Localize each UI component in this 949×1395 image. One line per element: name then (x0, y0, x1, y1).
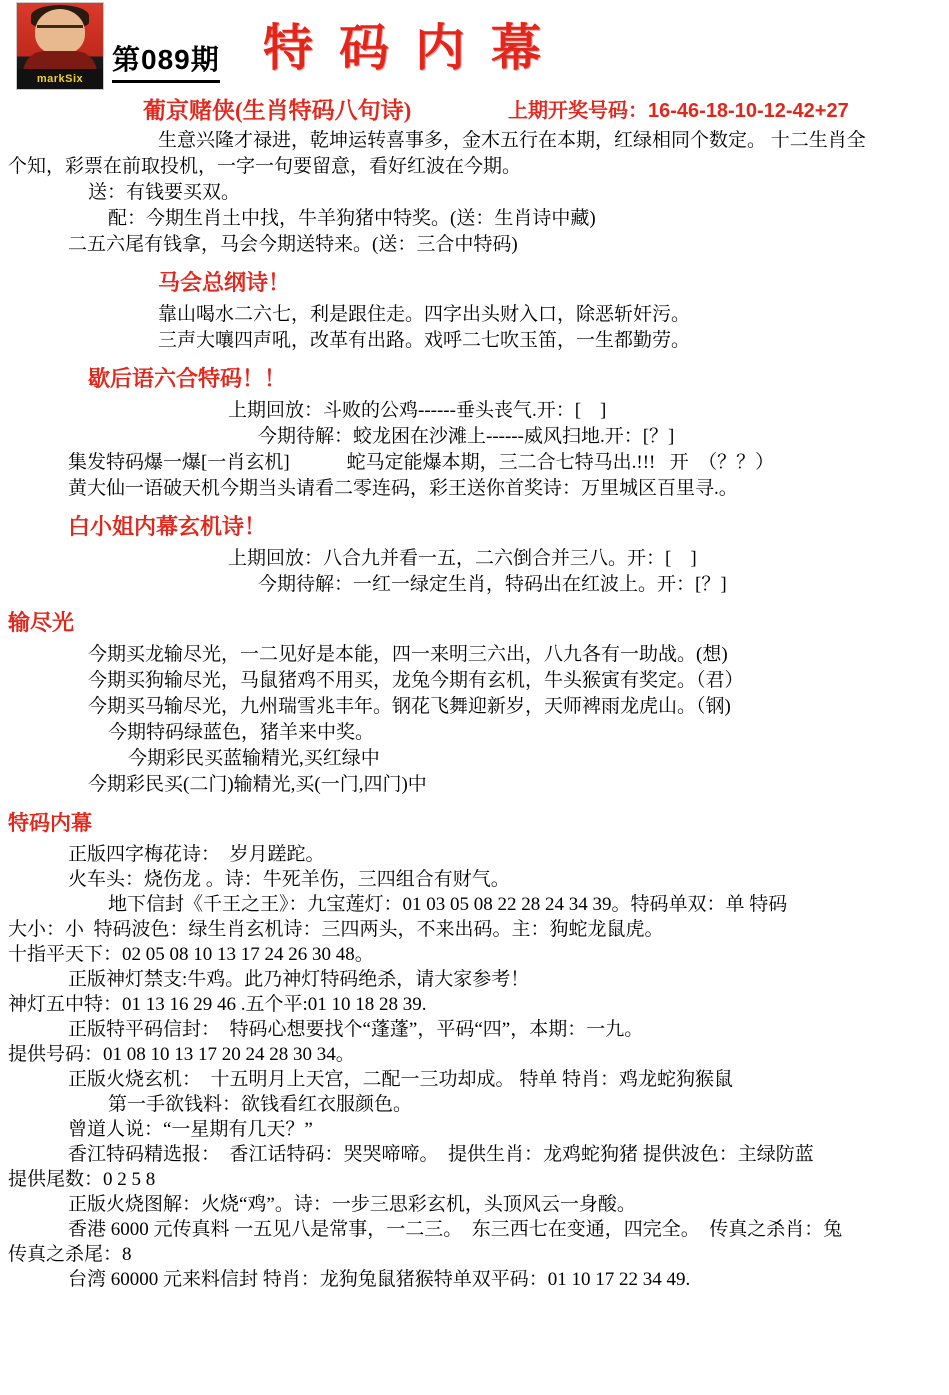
logo-glasses-icon (37, 25, 83, 38)
issue-underline (112, 80, 220, 83)
section1-line: 生意兴隆才禄进，乾坤运转喜事多，金木五行在本期，红绿相同个数定。 十二生肖全 (158, 130, 866, 151)
section2-line: 靠山喝水二六七，利是跟住走。四字出头财入口，除恶斩奸污。 (158, 304, 691, 325)
last-draw (508, 94, 849, 123)
section4-line: 上期回放：八合九并看一五，二六倒合并三八。开：[ ] (228, 548, 697, 569)
last-draw-numbers: 16-46-18-10-12-42+27 (648, 100, 849, 122)
section4-body (8, 546, 941, 598)
section3-line: 今期待解：蛟龙困在沙滩上------威风扫地.开：[？] (258, 426, 675, 447)
section6-row: 神灯五中特：01 13 16 29 46 .五个平:01 10 18 28 39. (8, 994, 427, 1015)
section6-row: 第一手欲钱料：欲钱看红衣服颜色。 (108, 1094, 413, 1115)
section5-line: 今期彩民买(二门)输精光,买(一门,四门)中 (88, 774, 427, 795)
issue-number-text: 第089期 (112, 44, 220, 75)
section6-row: 提供尾数：0 2 5 8 (8, 1169, 156, 1190)
section5-title: 输尽光 (8, 610, 75, 635)
page-header (8, 0, 941, 92)
section6-row: 正版神灯禁支:牛鸡。此乃神灯特码绝杀，请大家参考！ (68, 969, 530, 990)
logo-label: markSix (17, 69, 103, 89)
last-draw-label: 上期开奖号码： (508, 100, 648, 122)
section6-row: 台湾 60000 元来料信封 特肖：龙狗兔鼠猪猴特单双平码：01 10 17 22 34 49. (68, 1269, 691, 1290)
marksix-logo (16, 2, 104, 90)
section1-header (8, 92, 941, 124)
section6-row: 大小：小 特码波色：绿生肖玄机诗：三四两头，不来出码。主：狗蛇龙鼠虎。 (8, 919, 664, 940)
section6-row: 香江特码精选报： 香江话特码：哭哭啼啼。 提供生肖：龙鸡蛇狗猪 提供波色：主绿防蓝 (68, 1144, 814, 1165)
section3-body (8, 398, 941, 502)
section3-line: 上期回放：斗败的公鸡------垂头丧气.开：[ ] (228, 400, 607, 421)
section5-line: 今期特码绿蓝色，猪羊来中奖。 (108, 722, 375, 743)
section5-body (8, 642, 941, 798)
section6-row: 曾道人说：“一星期有几天？” (68, 1119, 313, 1140)
section6-row: 正版火烧图解：火烧“鸡”。诗：一步三思彩玄机，头顶风云一身酸。 (68, 1194, 636, 1215)
section5-line: 今期彩民买蓝输精光,买红绿中 (128, 748, 380, 769)
section4-title: 白小姐内幕玄机诗！ (68, 514, 267, 539)
issue-number (112, 38, 220, 83)
section6-row: 香港 6000 元传真料 一五见八是常事，一二三。 东三西七在变通，四完全。 传真之杀肖：兔 (68, 1219, 843, 1240)
section6-row: 正版火烧玄机： 十五明月上天宫，二配一三功却成。 特单 特肖：鸡龙蛇狗猴鼠 (68, 1069, 734, 1090)
section4-line: 今期待解：一红一绿定生肖，特码出在红波上。开：[？] (258, 574, 727, 595)
section1-line: 个知，彩票在前取投机，一字一句要留意，看好红波在今期。 (8, 156, 522, 177)
section6-title: 特码内幕 (8, 811, 92, 835)
section1-line: 配：今期生肖土中找，牛羊狗猪中特奖。(送：生肖诗中藏) (108, 208, 596, 229)
section5-line: 今期买龙输尽光，一二见好是本能，四一来明三六出，八九各有一助战。(想) (88, 644, 728, 665)
section6-row: 传真之杀尾：8 (8, 1244, 132, 1265)
section6-row: 十指平天下：02 05 08 10 13 17 24 26 30 48。 (8, 944, 374, 965)
section2-title: 马会总纲诗！ (158, 270, 291, 295)
section6-row: 正版四字梅花诗： 岁月蹉跎。 (68, 844, 325, 865)
section5-line: 今期买狗输尽光，马鼠猪鸡不用买，龙兔今期有玄机，牛头猴寅有奖定。（君） (88, 670, 744, 691)
section3-title: 歇后语六合特码！！ (88, 366, 287, 391)
section6-row: 正版特平码信封： 特码心想要找个“蓬蓬”，平码“四”，本期：一九。 (68, 1019, 644, 1040)
section1-title: 葡京赌侠(生肖特码八句诗) (143, 98, 412, 123)
page-title: 特码内幕 (263, 20, 567, 76)
section3-extra-line: 黄大仙一语破天机今期当头请看二零连码，彩王送你首奖诗：万里城区百里寻.。 (68, 478, 738, 499)
section1-line: 送：有钱要买双。 (88, 182, 241, 203)
section2-body (8, 302, 941, 354)
section6-row: 地下信封《千王之王》：九宝莲灯：01 03 05 08 22 28 24 34 39。特码单双：单 特码 (108, 894, 788, 915)
section3-extra-line: 集发特码爆一爆[一肖玄机] 蛇马定能爆本期，三二合七特马出.!!! 开 （？？） (68, 452, 775, 473)
section6-body (8, 842, 941, 1292)
section2-line: 三声大嚷四声吼，改革有出路。戏呼二七吹玉笛，一生都勤劳。 (158, 330, 691, 351)
section1-line: 二五六尾有钱拿，马会今期送特来。(送：三合中特码) (68, 234, 518, 255)
section6-row: 提供号码：01 08 10 13 17 20 24 28 30 34。 (8, 1044, 355, 1065)
section1-body (8, 128, 941, 258)
section6-row: 火车头：烧伤龙 。诗：牛死羊伤，三四组合有财气。 (68, 869, 510, 890)
section5-line: 今期买马输尽光，九州瑞雪兆丰年。钢花飞舞迎新岁，天师裨雨龙虎山。（钢) (88, 696, 731, 717)
